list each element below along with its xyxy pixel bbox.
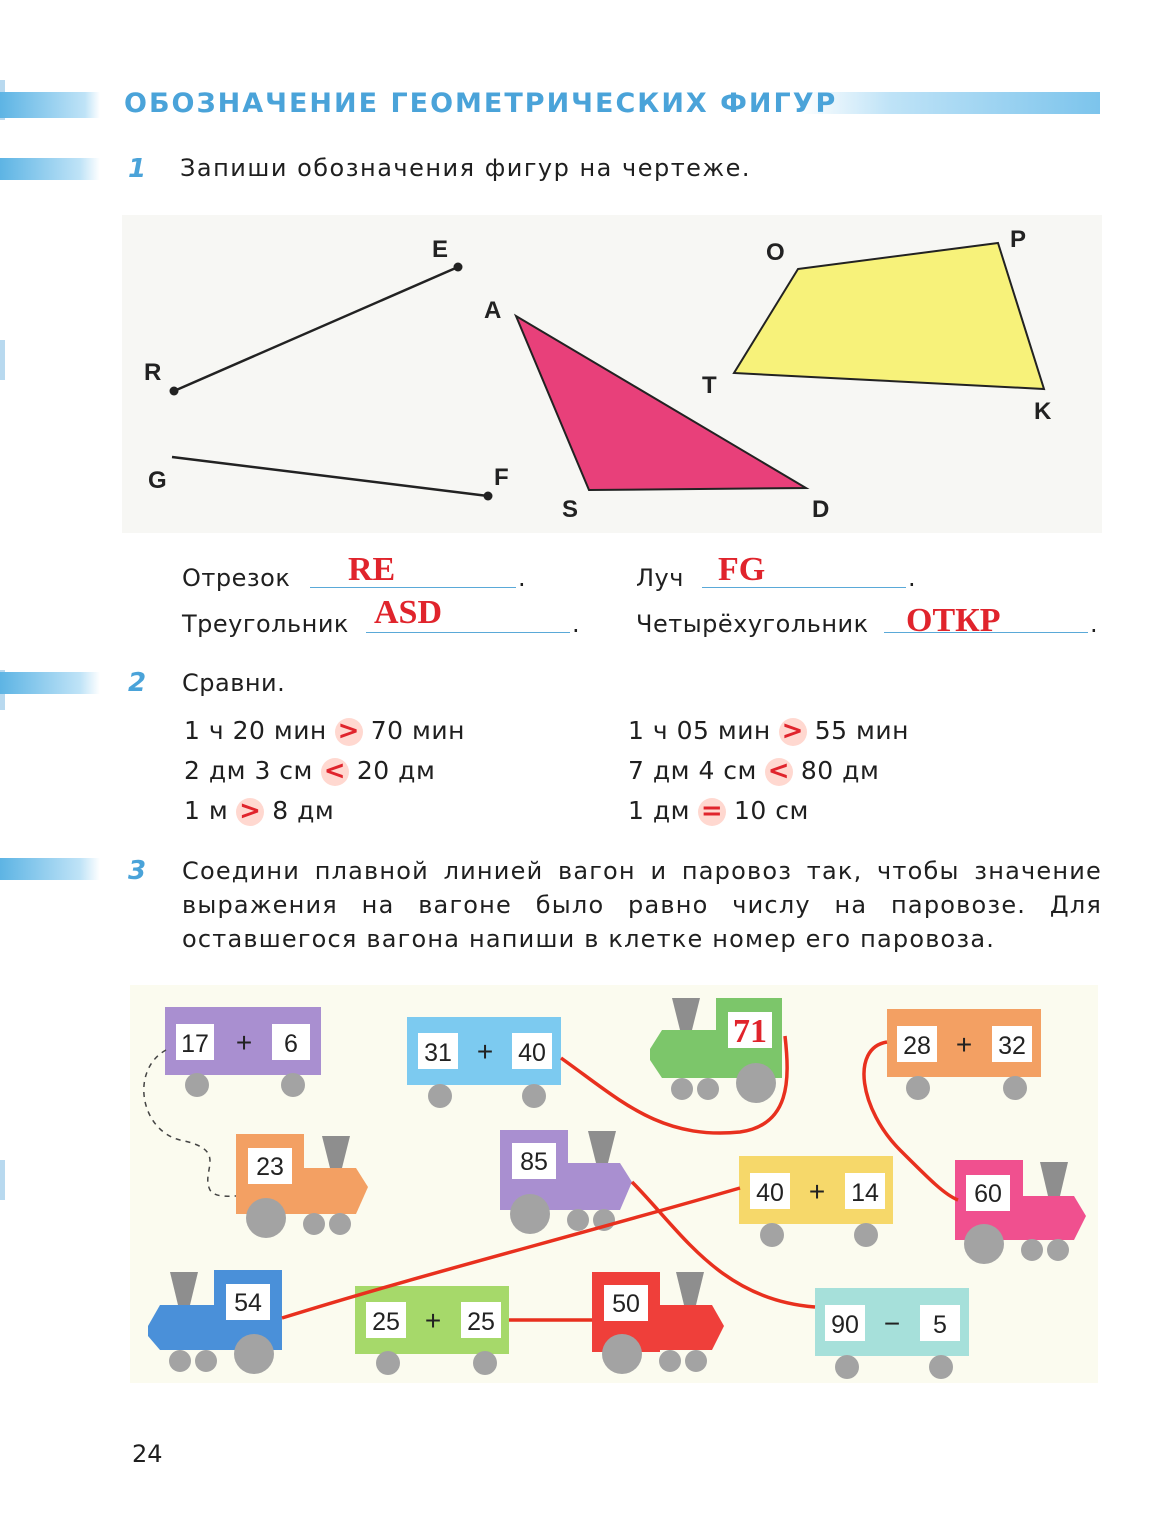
svg-text:+: + [808, 1176, 826, 1207]
field-ray-answer[interactable]: FG [718, 551, 766, 588]
svg-text:+: + [424, 1305, 442, 1336]
label-o: O [766, 239, 785, 266]
label-p: P [1010, 226, 1027, 253]
compare-row: 1 ч 05 мин > 55 мин [628, 716, 909, 746]
engine-54-number: 54 [234, 1289, 262, 1317]
label-s: S [562, 496, 579, 523]
label-g: G [148, 467, 167, 494]
svg-text:28: 28 [903, 1032, 931, 1060]
page-title: ОБОЗНАЧЕНИЕ ГЕОМЕТРИЧЕСКИХ ФИГУР [124, 88, 838, 119]
task1-text: Запиши обозначения фигур на чертеже. [180, 154, 751, 182]
label-r: R [144, 359, 162, 386]
svg-text:31: 31 [424, 1039, 452, 1067]
field-triangle-label: Треугольник [182, 610, 349, 638]
label-d: D [812, 496, 830, 523]
svg-text:+: + [235, 1027, 253, 1058]
field-quad-answer[interactable]: ОТКР [906, 602, 1001, 639]
svg-text:5: 5 [933, 1311, 947, 1339]
label-k: K [1034, 398, 1052, 425]
compare-row: 7 дм 4 см < 80 дм [628, 756, 880, 786]
compare-row: 1 ч 20 мин > 70 мин [184, 716, 465, 746]
engine-50-number: 50 [612, 1290, 640, 1318]
svg-text:+: + [955, 1029, 973, 1060]
engine-60-number: 60 [974, 1180, 1002, 1208]
engine-85-number: 85 [520, 1148, 548, 1176]
compare-sign[interactable]: > [236, 798, 264, 826]
field-quad-label: Четырёхугольник [636, 610, 869, 638]
compare-sign[interactable]: > [779, 718, 807, 746]
engine-23-number: 23 [256, 1153, 284, 1181]
compare-sign[interactable]: = [698, 798, 726, 826]
compare-row: 2 дм 3 см < 20 дм [184, 756, 436, 786]
field-segment-label: Отрезок [182, 564, 291, 592]
compare-row: 1 м > 8 дм [184, 796, 335, 826]
field-segment-answer[interactable]: RE [348, 551, 396, 588]
task3-number: 3 [128, 856, 147, 886]
svg-text:40: 40 [518, 1039, 546, 1067]
svg-text:+: + [476, 1036, 494, 1067]
svg-text:90: 90 [831, 1311, 859, 1339]
field-quad-dot: . [1090, 610, 1099, 638]
field-segment-dot: . [518, 564, 527, 592]
svg-text:17: 17 [181, 1030, 209, 1058]
label-t: T [702, 372, 717, 399]
compare-sign[interactable]: < [765, 758, 793, 786]
label-e: E [432, 236, 449, 263]
svg-text:14: 14 [851, 1179, 879, 1207]
compare-sign[interactable]: < [321, 758, 349, 786]
svg-text:−: − [883, 1308, 901, 1339]
field-ray-dot: . [908, 564, 917, 592]
svg-text:32: 32 [998, 1032, 1026, 1060]
compare-sign[interactable]: > [335, 718, 363, 746]
task3-text: Соедини плавной линией вагон и паровоз так, чтобы значение выражения на вагоне было равно числу на паровозе. Для оставшегося вагона напиши в клетке номер его паровоза. [182, 857, 1102, 953]
svg-text:25: 25 [372, 1308, 400, 1336]
label-f: F [494, 464, 509, 491]
svg-text:6: 6 [284, 1030, 298, 1058]
engine-71-number: 71 [733, 1013, 767, 1050]
page-number: 24 [132, 1440, 163, 1468]
field-ray-label: Луч [636, 564, 684, 592]
svg-text:40: 40 [756, 1179, 784, 1207]
task2-text: Сравни. [182, 669, 286, 697]
field-triangle-dot: . [572, 610, 581, 638]
label-a: A [484, 297, 502, 324]
task2-number: 2 [128, 668, 147, 698]
field-triangle-answer[interactable]: ASD [374, 594, 443, 631]
svg-text:25: 25 [467, 1308, 495, 1336]
task1-number: 1 [128, 154, 147, 184]
compare-row: 1 дм = 10 см [628, 796, 809, 826]
